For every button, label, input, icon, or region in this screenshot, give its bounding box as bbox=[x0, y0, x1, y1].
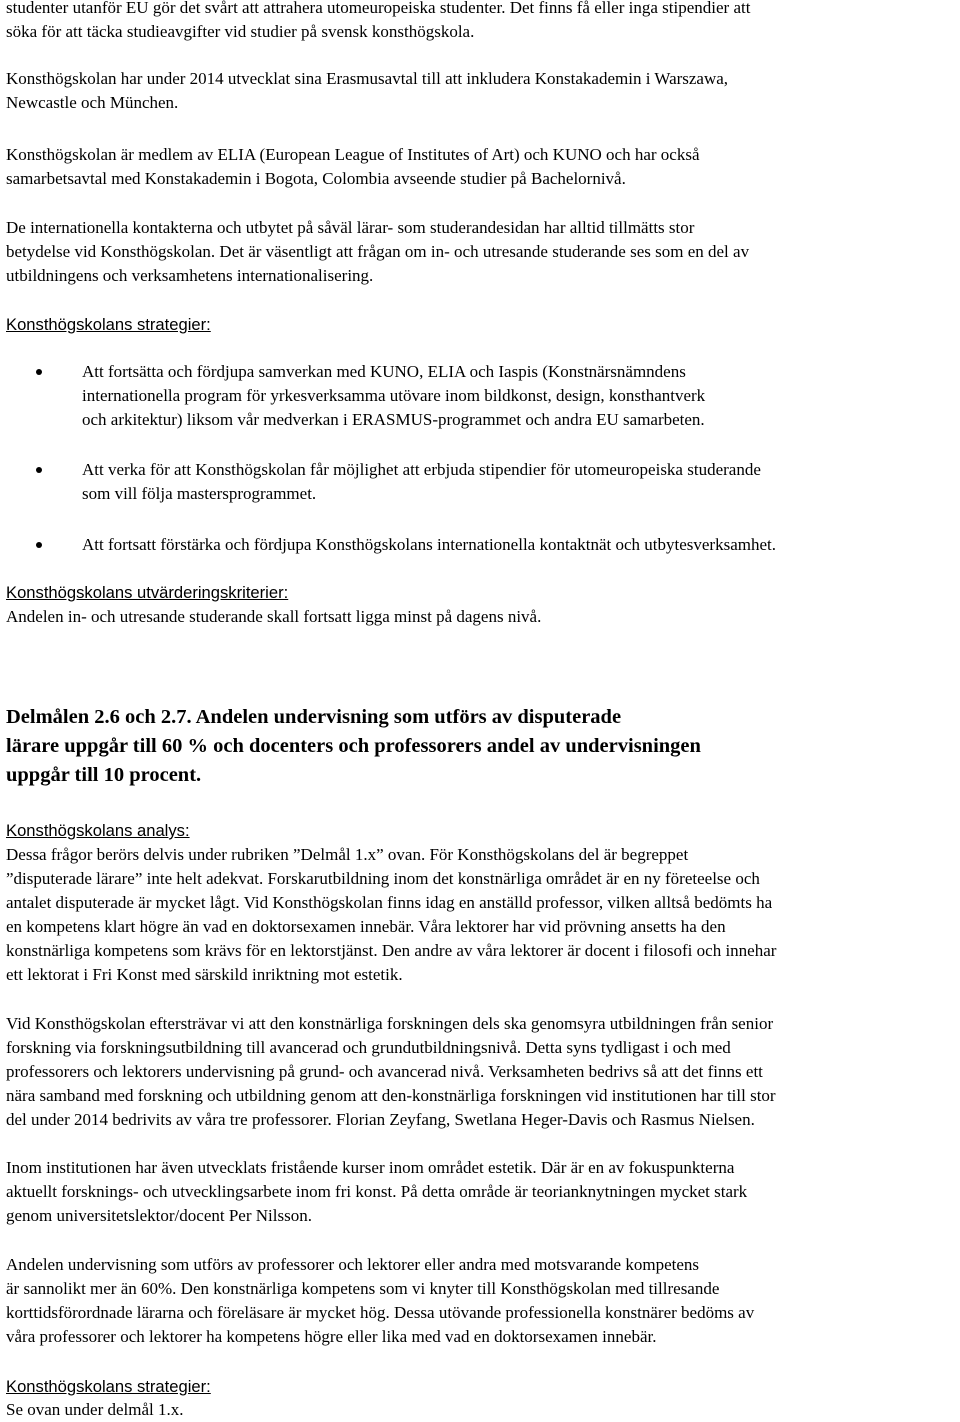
list-item-text bbox=[82, 458, 761, 506]
criteria-label: Konsthögskolans utvärderingskriterier: bbox=[6, 583, 289, 602]
heading-line: lärare uppgår till 60 % och docenters och professorers andel av undervisningen bbox=[6, 735, 701, 757]
strategies-label: Konsthögskolans strategier: bbox=[6, 315, 211, 334]
analysis-label: Konsthögskolans analys: bbox=[6, 821, 190, 840]
text-line: ”disputerade lärare” inte helt adekvat. Forskarutbildning inom det konstnärliga området är en ny företeelse och bbox=[6, 869, 760, 888]
text-line: som vill följa mastersprogrammet. bbox=[82, 484, 317, 503]
list-item-text bbox=[82, 360, 705, 432]
text-line: del under 2014 bedrivits av våra tre professorer. Florian Zeyfang, Swetlana Heger-Davis och Rasmus Nielsen. bbox=[6, 1110, 755, 1129]
share-paragraph bbox=[6, 1253, 754, 1349]
text-line: ett lektorat i Fri Konst med särskild inriktning mot estetik. bbox=[6, 965, 403, 984]
heading-line: Delmålen 2.6 och 2.7. Andelen undervisning som utförs av disputerade bbox=[6, 706, 622, 728]
text-line: internationella program för yrkesverksamma utövare inom bildkonst, design, konsthantverk bbox=[82, 386, 706, 405]
bullet-icon bbox=[36, 467, 42, 473]
criteria-text: Andelen in- och utresande studerande skall fortsatt ligga minst på dagens nivå. bbox=[6, 607, 542, 626]
research-paragraph bbox=[6, 1012, 776, 1132]
text-line: Konsthögskolan har under 2014 utvecklat sina Erasmusavtal till att inkludera Konstakademin i Warszawa, bbox=[6, 69, 729, 88]
text-line: korttidsförordnade lärarna och föreläsare är mycket hög. Dessa utövande professionella konstnärer bedöms av bbox=[6, 1303, 755, 1322]
analysis-paragraph bbox=[6, 843, 776, 987]
text-line: professorers och lektorers undervisning på grund- och avancerad nivå. Verksamheten bedrivs så att det finns ett bbox=[6, 1062, 763, 1081]
strategies2-label: Konsthögskolans strategier: bbox=[6, 1377, 211, 1396]
text-line: forskning via forskningsutbildning till avancerad och grundutbildningsnivå. Detta syns tydligast i och med bbox=[6, 1038, 731, 1057]
strategies2-text: Se ovan under delmål 1.x. bbox=[6, 1400, 184, 1419]
courses-paragraph bbox=[6, 1156, 747, 1228]
erasmus-paragraph bbox=[6, 67, 728, 115]
text-line: Vid Konsthögskolan eftersträvar vi att den konstnärliga forskningen dels ska genomsyra utbildningen från senior bbox=[6, 1014, 774, 1033]
elia-paragraph bbox=[6, 143, 700, 191]
text-line: antalet disputerade är mycket lågt. Vid Konsthögskolan finns idag en anställd professor, vilken alltså bedömts ha bbox=[6, 893, 773, 912]
text-line: Konsthögskolan är medlem av ELIA (European League of Institutes of Art) och KUNO och har också bbox=[6, 145, 700, 164]
text-line: aktuellt forsknings- och utvecklingsarbete inom fri konst. På detta område är teorianknytningen mycket stark bbox=[6, 1182, 748, 1201]
text-line: Andelen undervisning som utförs av professorer och lektorer eller andra med motsvarande kompetens bbox=[6, 1255, 700, 1274]
text-line: De internationella kontakterna och utbytet på såväl lärar- som studerandesidan har alltid tillmätts stor bbox=[6, 218, 695, 237]
international-paragraph bbox=[6, 216, 749, 288]
text-line: och arkitektur) liksom vår medverkan i ERASMUS-programmet och andra EU samarbeten. bbox=[82, 410, 705, 429]
text-line: studenter utanför EU gör det svårt att attrahera utomeuropeiska studenter. Det finns få eller inga stipendier att bbox=[6, 0, 751, 17]
text-line: en kompetens klart högre än vad en doktorsexamen innebär. Våra lektorer har vid prövning ansetts ha den bbox=[6, 917, 726, 936]
text-line: Inom institutionen har även utvecklats fristående kurser inom området estetik. Där är en av fokuspunkterna bbox=[6, 1158, 735, 1177]
text-line: är sannolikt mer än 60%. Den konstnärliga kompetens som vi knyter till Konsthögskolan med tillresande bbox=[6, 1279, 720, 1298]
text-line: söka för att täcka studieavgifter vid studier på svensk konsthögskola. bbox=[6, 22, 475, 41]
text-line: konstnärliga kompetens som krävs för en lektorstjänst. Den andre av våra lektorer är docent i filosofi och innehar bbox=[6, 941, 777, 960]
text-line: samarbetsavtal med Konstakademin i Bogota, Colombia avseende studier på Bachelornivå. bbox=[6, 169, 626, 188]
text-line: betydelse vid Konsthögskolan. Det är väsentligt att frågan om in- och utresande studerande ses som en del av bbox=[6, 242, 750, 261]
text-line: nära samband med forskning och utbildning genom att den-konstnärliga forskningen vid institutionen har till stor bbox=[6, 1086, 776, 1105]
intro-paragraph bbox=[6, 0, 750, 44]
text-line: Att fortsatt förstärka och fördjupa Konsthögskolans internationella kontaktnät och utbytesverksamhet. bbox=[82, 535, 776, 554]
heading-line: uppgår till 10 procent. bbox=[6, 764, 202, 786]
bullet-icon bbox=[36, 542, 42, 548]
text-line: genom universitetslektor/docent Per Nilsson. bbox=[6, 1206, 312, 1225]
text-line: Dessa frågor berörs delvis under rubriken ”Delmål 1.x” ovan. För Konsthögskolans del är begreppet bbox=[6, 845, 689, 864]
text-line: Att fortsätta och fördjupa samverkan med KUNO, ELIA och Iaspis (Konstnärsnämndens bbox=[82, 362, 686, 381]
bullet-icon bbox=[36, 369, 42, 375]
text-line: Att verka för att Konsthögskolan får möjlighet att erbjuda stipendier för utomeuropeiska studerande bbox=[82, 460, 761, 479]
text-line: Newcastle och München. bbox=[6, 93, 179, 112]
text-line: våra professorer och lektorer ha kompetens högre eller lika med vad en doktorsexamen innebär. bbox=[6, 1327, 657, 1346]
list-item-text bbox=[82, 533, 776, 557]
section-heading bbox=[6, 703, 701, 790]
text-line: utbildningens och verksamhetens internationalisering. bbox=[6, 266, 374, 285]
